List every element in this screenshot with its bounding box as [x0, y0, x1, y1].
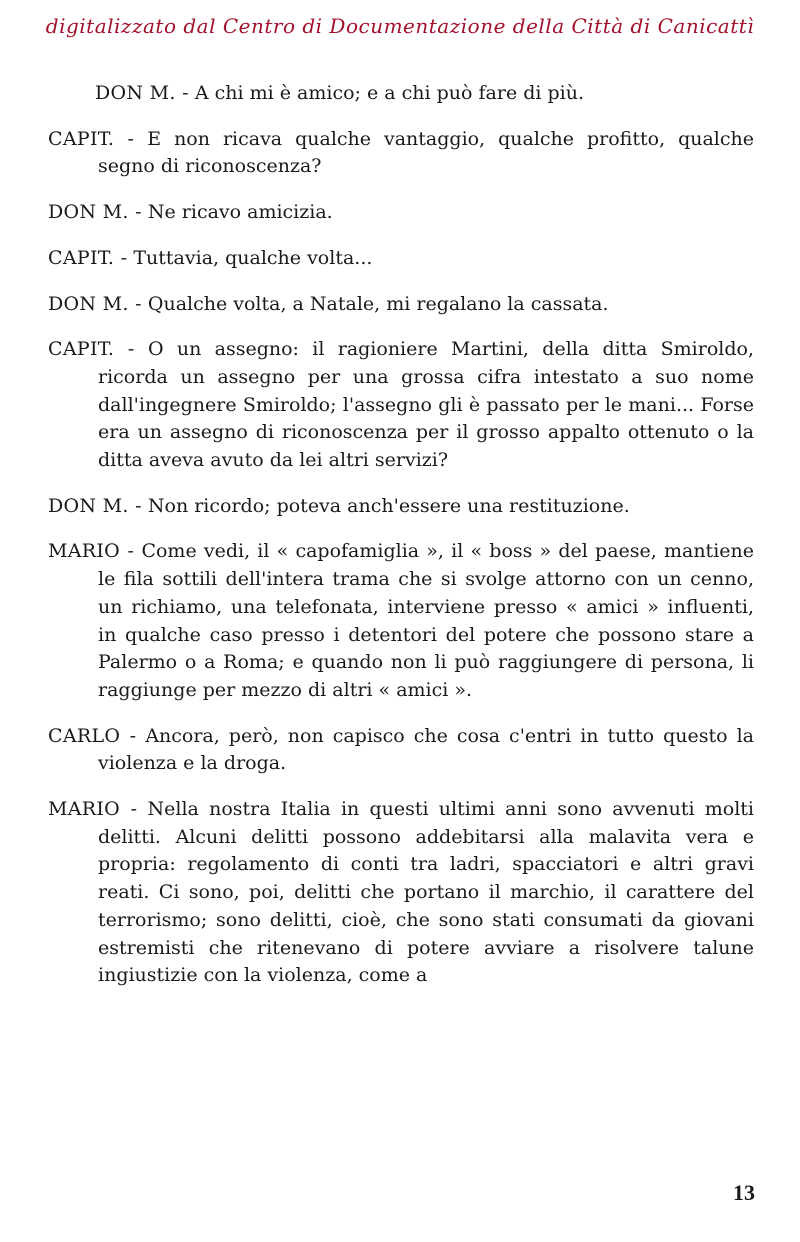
line-text: Nella nostra Italia in questi ultimi anni sono avvenuti molti delitti. Alcuni delitti possono addebitarsi alla malavita vera e propria: regolamento di conti tra ladri, spacciatori e altri gravi reati. Ci sono, poi, delitti che portano il marchio, il carattere del terrorismo; sono delitti, cioè, che sono stati consumati da giovani estremisti che ritenevano di potere avviare a risolvere talune ingiustizie con la violenza, come a: [98, 798, 754, 987]
line-text: Ne ricavo amicizia.: [147, 201, 333, 224]
line-text: Come vedi, il « capofamiglia », il « boss » del paese, mantiene le fila sottili dell'intera trama che si svolge attorno con un cenno, un richiamo, una telefonata, interviene presso « amici » influenti, in qualche caso presso i detentori del potere che possono stare a Palermo o a Roma; e quando non li può raggiungere di persona, li raggiunge per mezzo di altri « amici ».: [98, 540, 754, 701]
digitization-watermark: digitalizzato dal Centro di Documentazione della Città di Canicattì: [45, 14, 755, 38]
line-text: Qualche volta, a Natale, mi regalano la cassata.: [147, 292, 609, 315]
speaker-label: CAPIT. -: [48, 338, 135, 361]
line-text: Tuttavia, qualche volta...: [133, 246, 373, 269]
dialogue-entry: [48, 245, 754, 273]
dialogue-entry: [48, 336, 754, 475]
page-number: 13: [733, 1180, 755, 1205]
speaker-label: CAPIT. -: [48, 246, 128, 269]
dialogue-entry: [48, 80, 754, 108]
dialogue-entry: [48, 796, 754, 990]
speaker-label: DON M. -: [48, 292, 142, 315]
dialogue-entry: [48, 199, 754, 227]
dialogue-entry: [48, 723, 754, 778]
speaker-label: DON M. -: [95, 82, 189, 104]
line-text: O un assegno: il ragioniere Martini, della ditta Smiroldo, ricorda un assegno per una grossa cifra intestato a suo nome dall'ingegnere Smiroldo; l'assegno gli è passato per le mani... Forse era un assegno di riconoscenza per il grosso appalto ottenuto o la ditta aveva avuto da lei altri servizi?: [98, 338, 754, 472]
speaker-label: MARIO -: [48, 798, 138, 821]
dialogue-entry: [48, 493, 754, 521]
speaker-label: DON M. -: [48, 201, 142, 224]
dialogue-text: [48, 80, 754, 1008]
speaker-label: MARIO -: [48, 540, 135, 563]
speaker-label: DON M. -: [48, 494, 142, 517]
speaker-label: CAPIT. -: [48, 127, 135, 150]
dialogue-entry: [48, 126, 754, 181]
speaker-label: CARLO -: [48, 724, 137, 747]
line-text: Ancora, però, non capisco che cosa c'entri in tutto questo la violenza e la droga.: [98, 724, 754, 775]
dialogue-entry: [48, 538, 754, 704]
line-text: Non ricordo; poteva anch'essere una restituzione.: [147, 494, 630, 517]
line-text: A chi mi è amico; e a chi può fare di più.: [194, 82, 585, 104]
line-text: E non ricava qualche vantaggio, qualche profitto, qualche segno di riconoscenza?: [98, 127, 754, 178]
dialogue-entry: [48, 291, 754, 319]
